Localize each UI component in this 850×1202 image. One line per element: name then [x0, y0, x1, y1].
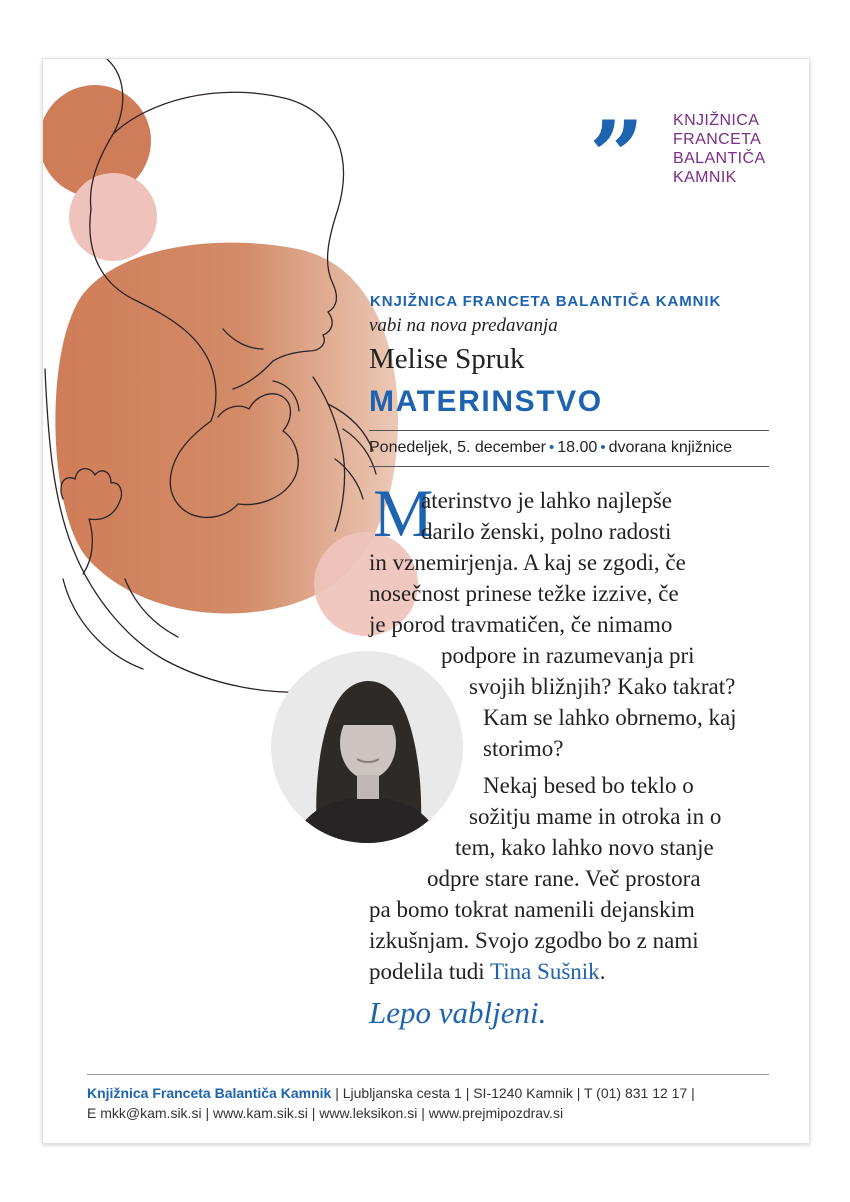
quotation-marks-icon: ”	[589, 100, 639, 213]
description-line: podpore in razumevanja pri	[441, 643, 695, 668]
description-line: sožitju mame in otroka in o	[469, 804, 722, 829]
logo-line: FRANCETA	[673, 131, 762, 148]
separator-dot: •	[600, 439, 606, 456]
divider	[369, 466, 769, 467]
description-text: .	[599, 959, 606, 984]
separator-dot: •	[549, 439, 555, 456]
footer-address: | Ljubljanska cesta 1 | SI-1240 Kamnik | T (01) 831 12 17 |	[331, 1085, 695, 1101]
description-line: je porod travmatičen, če nimamo	[369, 612, 673, 637]
description-line: nosečnost prinese težke izzive, če	[369, 581, 679, 606]
description-line: tem, kako lahko novo stanje	[455, 835, 714, 860]
event-date: Ponedeljek, 5. december	[369, 439, 546, 456]
description-line: pa bomo tokrat namenili dejanskim	[369, 897, 695, 922]
description-line: storimo?	[483, 736, 564, 761]
divider	[369, 430, 769, 431]
portrait-image	[271, 651, 463, 843]
blush-circle	[69, 173, 157, 261]
speaker-name: Melise Spruk	[369, 343, 525, 375]
logo-wordmark	[673, 111, 766, 187]
description-line	[369, 956, 605, 987]
drop-cap: M	[373, 475, 434, 551]
invitation-text: vabi na nova predavanja	[369, 315, 558, 336]
footer-library-name: Knjižnica Franceta Balantiča Kamnik	[87, 1085, 332, 1101]
event-poster	[42, 58, 810, 1144]
description-line: in vznemirjenja. A kaj se zgodi, če	[369, 550, 686, 575]
event-time: 18.00	[557, 439, 598, 456]
lecture-title: MATERINSTVO	[369, 385, 603, 418]
description-line: izkušnjam. Svojo zgodbo bo z nami	[369, 928, 699, 953]
closing-greeting: Lepo vabljeni.	[369, 995, 547, 1030]
logo-line: KNJIŽNICA	[673, 112, 760, 129]
description-text: podelila tudi	[369, 959, 490, 984]
logo-line: BALANTIČA	[673, 150, 766, 167]
event-venue: dvorana knjižnice	[608, 439, 733, 456]
organizer-heading: KNJIŽNICA FRANCETA BALANTIČA KAMNIK	[370, 293, 722, 310]
footer-contact	[87, 1083, 695, 1123]
logo-line: KAMNIK	[673, 169, 737, 186]
description-line: Kam se lahko obrnemo, kaj	[483, 705, 737, 730]
footer-divider	[87, 1074, 769, 1075]
description-line: svojih bližnjih? Kako takrat?	[469, 674, 736, 699]
footer-line-web: E mkk@kam.sik.si | www.kam.sik.si | www.leksikon.si | www.prejmipozdrav.si	[87, 1105, 564, 1121]
description-line: darilo ženski, polno radosti	[421, 519, 672, 544]
description-line: odpre stare rane. Več prostora	[427, 866, 701, 891]
guest-name: Tina Sušnik	[489, 959, 600, 984]
event-details	[369, 439, 732, 457]
description-line: aterinstvo je lahko najlepše	[421, 488, 673, 513]
speaker-portrait	[271, 651, 463, 843]
description-line: Nekaj besed bo teklo o	[483, 773, 694, 798]
footer-line	[87, 1083, 695, 1103]
